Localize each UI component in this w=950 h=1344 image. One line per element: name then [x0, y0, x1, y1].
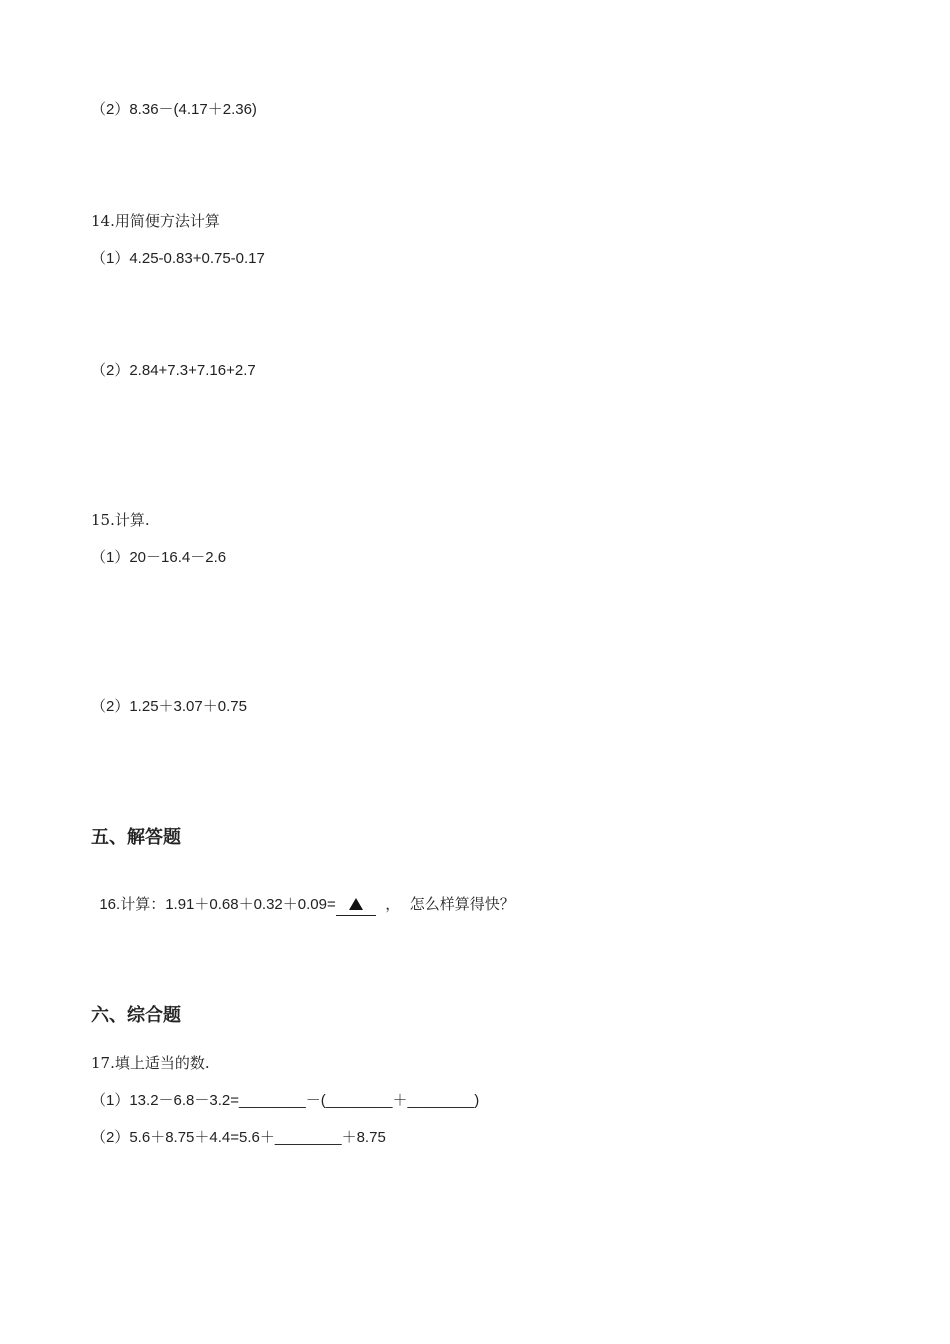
- q16-answer-blank[interactable]: [336, 895, 376, 916]
- section-5-heading: 五、解答题: [91, 827, 181, 848]
- q14-part1: （1）4.25-0.83+0.75-0.17: [91, 250, 265, 267]
- triangle-icon: [349, 898, 363, 910]
- q16-prefix: 16.计算：1.91＋0.68＋0.32＋0.09=: [99, 896, 336, 913]
- q14-part2: （2）2.84+7.3+7.16+2.7: [91, 362, 256, 379]
- section-6-heading: 六、综合题: [91, 1005, 181, 1026]
- q15-part1: （1）20－16.4－2.6: [91, 549, 227, 566]
- q17-title: 17.填上适当的数.: [91, 1054, 210, 1072]
- q15-part2: （2）1.25＋3.07＋0.75: [91, 698, 247, 715]
- q13-part2: （2）8.36－(4.17＋2.36): [91, 101, 257, 118]
- q14-title: 14.用简便方法计算: [91, 212, 220, 230]
- q17-part2: （2）5.6＋8.75＋4.4=5.6＋________＋8.75: [91, 1129, 386, 1146]
- q16-line: [91, 874, 515, 916]
- q17-part1: （1）13.2－6.8－3.2=________－(________＋________): [91, 1092, 480, 1109]
- q15-title: 15.计算.: [91, 511, 150, 529]
- q16-suffix: ， 怎么样算得快？: [375, 895, 515, 913]
